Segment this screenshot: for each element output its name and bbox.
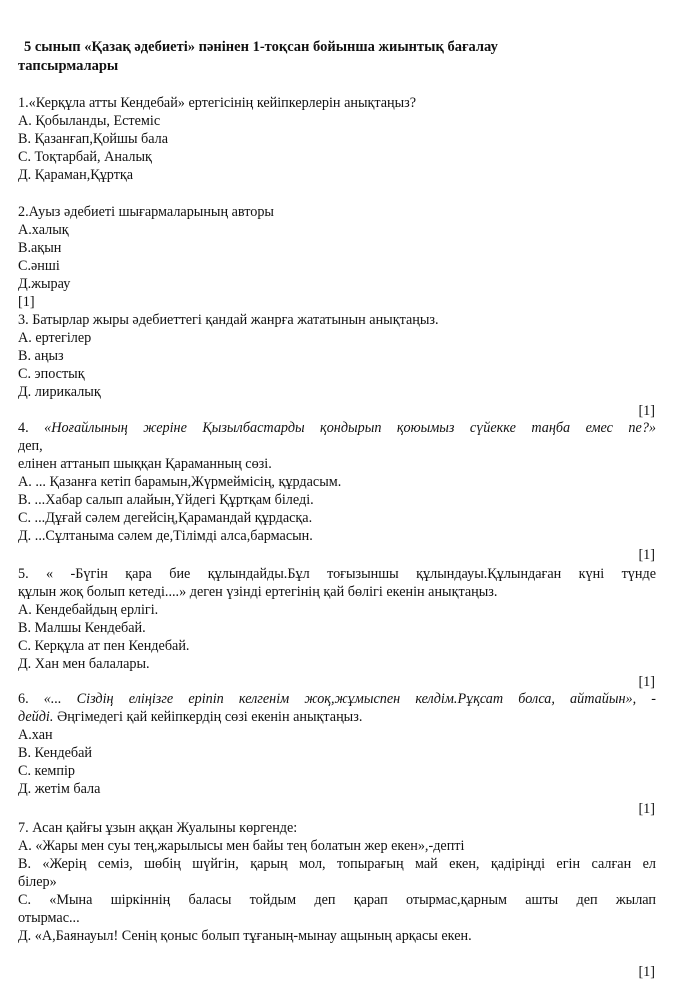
question-1: [18, 94, 656, 184]
question-2: [18, 203, 656, 311]
question-4-option-b: В. ...Хабар салып алайын,Үйдегі Құртқам біледі.: [18, 492, 314, 508]
question-4: [18, 419, 656, 545]
question-5-option-b: В. Малшы Кендебай.: [18, 620, 146, 636]
question-6-score: [1]: [638, 801, 655, 817]
question-3: [18, 311, 656, 401]
question-4-option-d: Д. ...Сұлтаныма сәлем де,Тілімді алса,бармасын.: [18, 528, 313, 544]
question-7: [18, 819, 656, 945]
question-5-option-d: Д. Хан мен балалары.: [18, 656, 150, 672]
question-5-option-c: С. Керқұла ат пен Кендебай.: [18, 638, 190, 654]
question-7-option-c-line-2: отырмас...: [18, 910, 80, 926]
question-1-option-c: С. Тоқтарбай, Аналық: [18, 149, 152, 165]
question-7-option-b-line-1: В. «Жерің семіз, шөбің шүйгін, қарың мол, топырағың май екен, қадіріңді егін салған ел: [18, 856, 656, 872]
question-6-option-a: А.хан: [18, 727, 53, 743]
question-2-option-d: Д.жырау: [18, 276, 71, 292]
question-4-line-1: [18, 419, 656, 437]
question-4-line-3: елінен аттанып шыққан Қараманның сөзі.: [18, 456, 272, 472]
question-4-score: [1]: [638, 547, 655, 563]
question-2-score: [1]: [18, 294, 35, 310]
question-5-score: [1]: [638, 674, 655, 690]
question-6-line-1: [18, 690, 656, 708]
question-7-option-b-line-2: білер»: [18, 874, 57, 890]
question-6-quote-end: дейді.: [18, 709, 54, 725]
question-6-option-b: В. Кендебай: [18, 745, 92, 761]
question-3-option-d: Д. лирикалық: [18, 384, 101, 400]
title-line-2: тапсырмалары: [18, 58, 119, 74]
question-4-number: 4.: [18, 420, 45, 436]
question-7-text: 7. Асан қайғы ұзын аққан Жуалыны көргенде:: [18, 820, 298, 836]
question-3-option-b: В. аңыз: [18, 348, 64, 364]
question-1-option-a: А. Қобыланды, Естеміс: [18, 113, 161, 129]
question-5-line-1: 5. « -Бүгін қара бие құлындайды.Бұл тоғызыншы құлындауы.Құлындаған күні түнде: [18, 566, 656, 582]
question-5: [18, 565, 656, 673]
title-line-1: 5 сынып «Қазақ әдебиеті» пәнінен 1-тоқсан бойынша жиынтық бағалау: [24, 39, 498, 55]
question-2-option-a: А.халық: [18, 222, 69, 238]
question-7-score: [1]: [638, 964, 655, 980]
question-3-score: [1]: [638, 403, 655, 419]
page-title: [18, 38, 658, 76]
question-5-line-2: құлын жоқ болып кетеді....» деген үзінді ертегінің қай бөлігі екенін анықтаңыз.: [18, 584, 498, 600]
question-3-text: 3. Батырлар жыры әдебиеттегі қандай жанрға жататынын анықтаңыз.: [18, 312, 439, 328]
question-6-number: 6.: [18, 691, 44, 707]
question-2-text: 2.Ауыз әдебиеті шығармаларының авторы: [18, 204, 274, 220]
question-4-quote: «Ноғайлының жеріне Қызылбастарды қондырып қоюымыз сүйекке таңба емес пе?»: [44, 420, 657, 436]
question-3-option-c: С. эпостық: [18, 366, 85, 382]
question-7-option-c-line-1: С. «Мына шіркіннің баласы тойдым деп қарап отырмас,қарным ашты деп жылап: [18, 892, 656, 908]
question-7-option-a: А. «Жары мен суы тең,жарылысы мен байы тең болатын жер екен»,-депті: [18, 838, 465, 854]
question-6-option-c: С. кемпір: [18, 763, 75, 779]
question-4-option-a: А. ... Қазанға кетіп барамын,Жүрмеймісің, құрдасым.: [18, 474, 342, 490]
question-6-option-d: Д. жетім бала: [18, 781, 101, 797]
question-6-line-2: [18, 708, 656, 726]
question-1-option-b: В. Қазанғап,Қойшы бала: [18, 131, 169, 147]
question-3-option-a: А. ертегілер: [18, 330, 92, 346]
question-2-option-c: С.әнші: [18, 258, 60, 274]
question-2-option-b: В.ақын: [18, 240, 62, 256]
question-1-text: 1.«Керқұла атты Кендебай» ертегісінің кейіпкерлерін анықтаңыз?: [18, 95, 417, 111]
question-5-option-a: А. Кендебайдың ерлігі.: [18, 602, 159, 618]
question-4-line-2: деп,: [18, 438, 43, 454]
question-7-option-d: Д. «А,Баянауыл! Сенің қоныс болып тұғаның-мынау ащының арқасы екен.: [18, 928, 472, 944]
question-6-prompt: Әңгімедегі қай кейіпкердің сөзі екенін анықтаңыз.: [53, 709, 363, 725]
question-4-option-c: С. ...Дұғай сәлем дегейсің,Қарамандай құрдасқа.: [18, 510, 313, 526]
question-6-quote: «... Сіздің еліңізге еріпіп келгенім жоқ,жұмыспен келдім.Рұқсат болса, айтайын», -: [43, 691, 657, 707]
question-1-option-d: Д. Қараман,Құртқа: [18, 167, 134, 183]
question-6: [18, 690, 656, 798]
